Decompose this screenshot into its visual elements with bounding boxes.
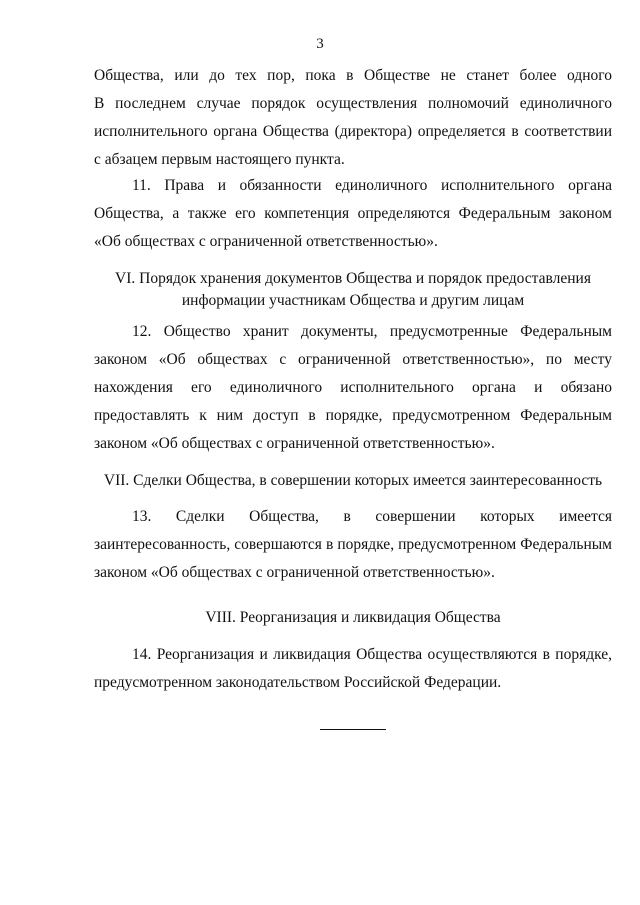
clause-13 bbox=[94, 503, 612, 587]
heading-line: VII. Сделки Общества, в совершении которых имеется заинтересованность bbox=[103, 472, 603, 489]
paragraph-line: 11. Права и обязанности единоличного исполнительного органа bbox=[132, 177, 612, 194]
paragraph-line: заинтересованность, совершаются в порядке, предусмотренном Федеральным bbox=[94, 536, 612, 553]
paragraph-line: законом «Об обществах с ограниченной ответственностью». bbox=[94, 435, 495, 452]
heading-line: VI. Порядок хранения документов Общества и порядок предоставления bbox=[115, 270, 591, 287]
paragraph-line: законом «Об обществах с ограниченной ответственностью». bbox=[94, 564, 495, 581]
paragraph-line: исполнительного органа Общества (директора) определяется в соответствии bbox=[94, 123, 612, 140]
paragraph-line: предусмотренном законодательством Российской Федерации. bbox=[94, 674, 502, 691]
section-heading-vi bbox=[94, 268, 612, 312]
paragraph-line: В последнем случае порядок осуществления полномочий единоличного bbox=[94, 95, 612, 112]
paragraph-line: Общества, или до тех пор, пока в Обществе не станет более одного bbox=[94, 67, 612, 84]
paragraph-line: с абзацем первым настоящего пункта. bbox=[94, 151, 345, 168]
section-heading-vii bbox=[94, 470, 612, 492]
paragraph-line: предоставлять к ним доступ в порядке, предусмотренном Федеральным bbox=[94, 407, 612, 424]
section-heading-viii bbox=[94, 607, 612, 629]
clause-12 bbox=[94, 318, 612, 458]
end-of-text-rule bbox=[320, 729, 386, 730]
heading-line: информации участникам Общества и другим лицам bbox=[181, 292, 525, 309]
paragraph-line: «Об обществах с ограниченной ответственностью». bbox=[94, 233, 438, 250]
heading-line: VIII. Реорганизация и ликвидация Общества bbox=[205, 609, 501, 626]
clause-14 bbox=[94, 641, 612, 697]
page-number: 3 bbox=[316, 36, 324, 52]
paragraph-line: 14. Реорганизация и ликвидация Общества осуществляются в порядке, bbox=[132, 646, 612, 663]
paragraph-continuation bbox=[94, 62, 612, 174]
paragraph-line: законом «Об обществах с ограниченной ответственностью», по месту bbox=[94, 351, 612, 368]
paragraph-line: 12. Общество хранит документы, предусмотренные Федеральным bbox=[132, 323, 612, 340]
paragraph-line: 13. Сделки Общества, в совершении которых имеется bbox=[132, 508, 612, 525]
clause-11 bbox=[94, 172, 612, 256]
paragraph-line: Общества, а также его компетенция определяются Федеральным законом bbox=[94, 205, 612, 222]
paragraph-line: нахождения его единоличного исполнительного органа и обязано bbox=[94, 379, 612, 396]
